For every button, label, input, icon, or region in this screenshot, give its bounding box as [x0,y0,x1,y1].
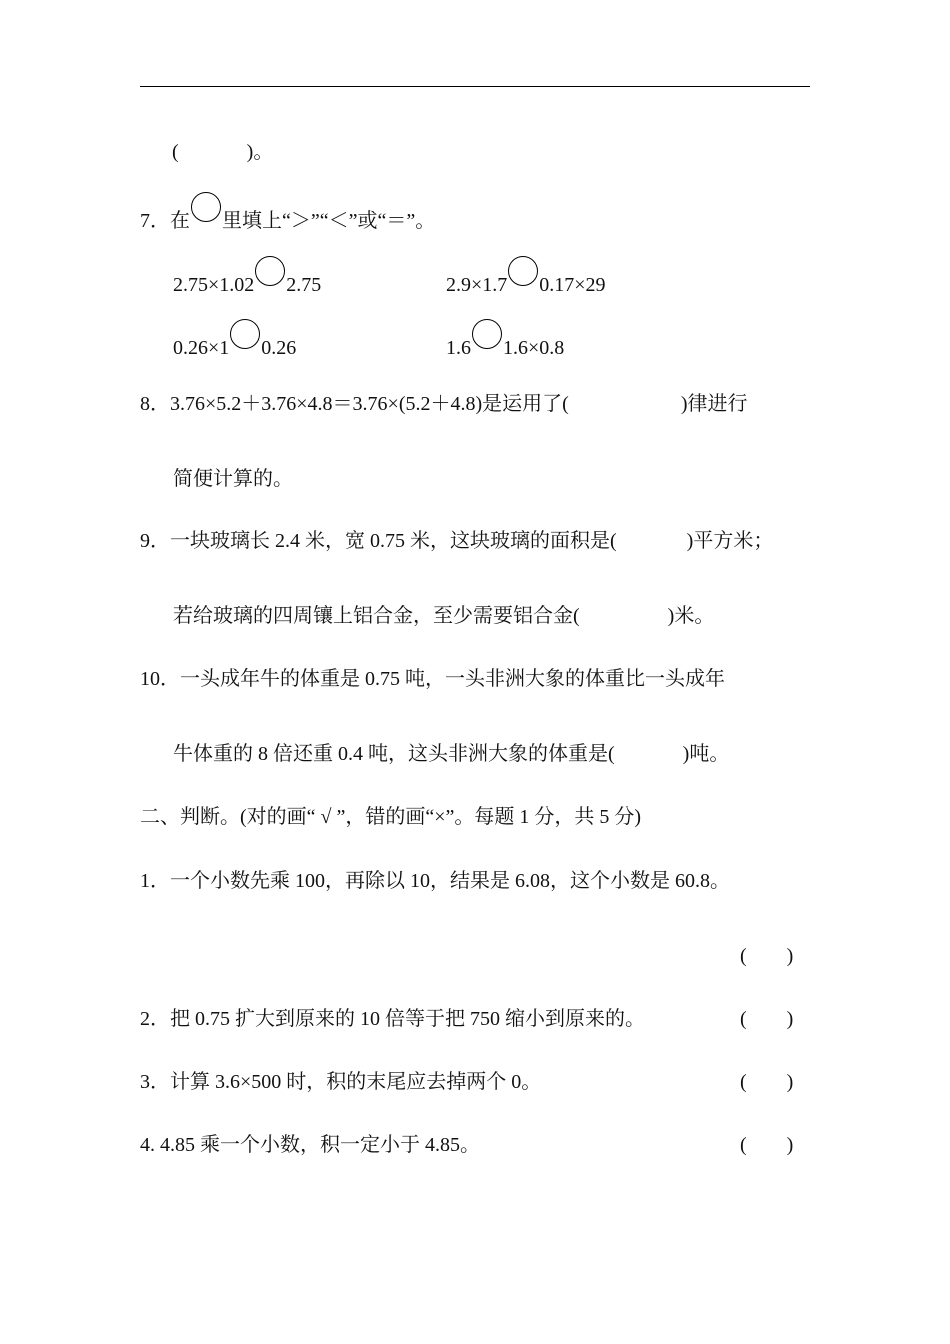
q7-item-4: 1.6 1.6×0.8 [446,327,564,355]
compare-circle-icon[interactable] [472,319,502,349]
q7-item-2: 2.9×1.7 0.17×29 [446,264,606,292]
compare-circle-icon[interactable] [255,256,285,286]
q9-line-1: 9．一块玻璃长 2.4 米，宽 0.75 米，这块玻璃的面积是( )平方米； [140,530,774,552]
q8-line-2: 简便计算的。 [173,468,293,490]
compare-circle-icon[interactable] [230,319,260,349]
judge-item-4: 4. 4.85 乘一个小数，积一定小于 4.85。 [140,1134,480,1156]
header-rule [140,86,810,87]
q9-line-2: 若给玻璃的四周镶上铝合金，至少需要铝合金( )米。 [173,605,715,627]
q7-item-1: 2.75×1.02 2.75 [173,264,321,292]
q10-line-1: 10．一头成年牛的体重是 0.75 吨，一头非洲大象的体重比一头成年 [140,668,725,690]
q8-line-1: 8．3.76×5.2＋3.76×4.8＝3.76×(5.2＋4.8)是运用了( )律进行 [140,393,748,415]
judge-paren-4[interactable]: ( ) [740,1134,794,1156]
judge-paren-1[interactable]: ( ) [740,945,794,967]
judge-item-2: 2．把 0.75 扩大到原来的 10 倍等于把 750 缩小到原来的。 [140,1008,645,1030]
judge-item-1: 1．一个小数先乘 100，再除以 10，结果是 6.08，这个小数是 60.8。 [140,870,730,892]
q10-line-2: 牛体重的 8 倍还重 0.4 吨，这头非洲大象的体重是( )吨。 [173,743,730,765]
compare-circle-icon[interactable] [508,256,538,286]
section-2-title: 二、判断。(对的画“ √ ”，错的画“×”。每题 1 分，共 5 分) [140,806,642,828]
compare-circle-icon [191,192,221,222]
judge-paren-3[interactable]: ( ) [740,1071,794,1093]
q7-item-3: 0.26×1 0.26 [173,327,296,355]
judge-item-3: 3．计算 3.6×500 时，积的末尾应去掉两个 0。 [140,1071,542,1093]
prev-answer-blank: ( )。 [172,141,274,163]
q7-prompt: 7．在 里填上“＞”“＜”或“＝”。 [140,200,435,228]
judge-paren-2[interactable]: ( ) [740,1008,794,1030]
